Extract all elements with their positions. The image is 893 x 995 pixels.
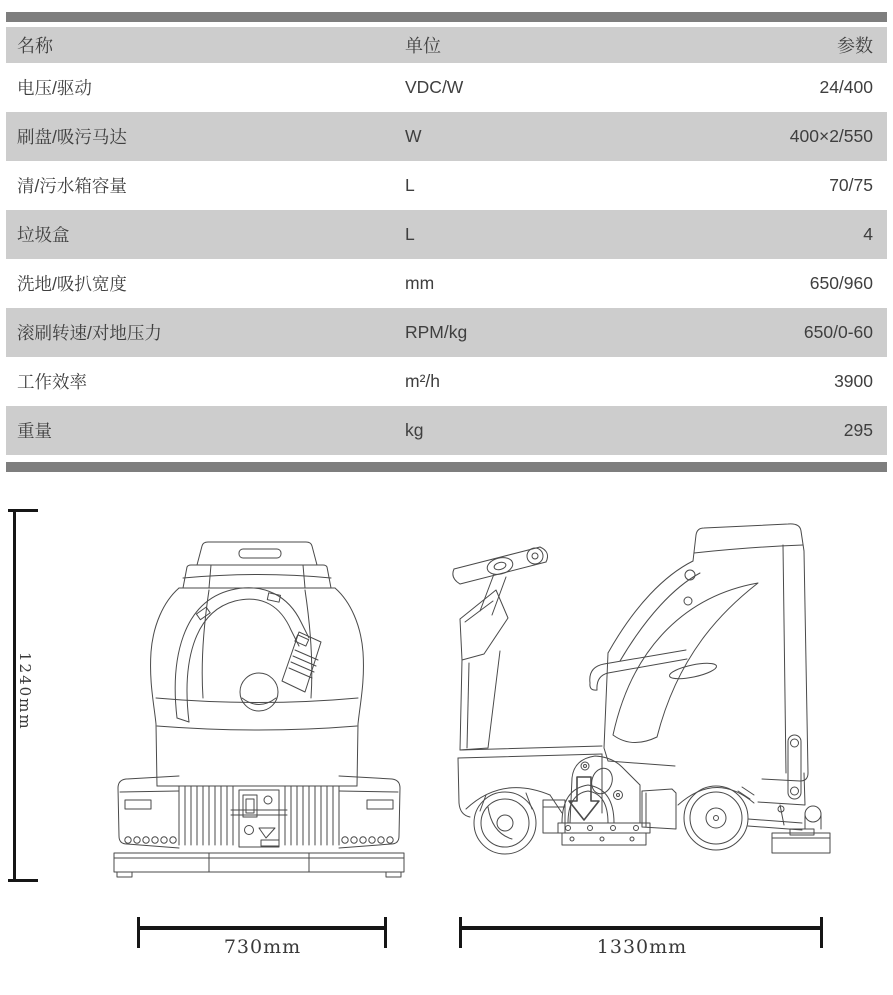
cell-value: 24/400 xyxy=(819,77,873,97)
cell-unit: m²/h xyxy=(405,371,440,391)
cell-unit: kg xyxy=(405,420,424,440)
table-header-row xyxy=(6,27,887,63)
cell-value: 70/75 xyxy=(829,175,873,195)
cell-value: 4 xyxy=(863,224,873,244)
side-length-dimension-line xyxy=(461,926,823,930)
cell-unit: RPM/kg xyxy=(405,322,468,342)
table-row xyxy=(6,259,887,308)
table-row xyxy=(6,357,887,406)
cell-unit: L xyxy=(405,175,415,195)
table-row xyxy=(6,210,887,259)
front-view-drawing xyxy=(113,540,405,878)
spec-table xyxy=(6,27,887,455)
height-dimension-cap-bottom xyxy=(8,879,38,882)
cell-name: 工作效率 xyxy=(17,372,87,392)
table-row xyxy=(6,161,887,210)
header-param: 参数 xyxy=(837,36,873,56)
cell-name: 垃圾盒 xyxy=(17,225,70,245)
cell-value: 295 xyxy=(843,420,873,440)
cell-unit: mm xyxy=(405,273,435,293)
cell-name: 刷盘/吸污马达 xyxy=(17,127,127,147)
table-row xyxy=(6,112,887,161)
cell-unit: W xyxy=(405,126,422,146)
table-row xyxy=(6,308,887,357)
cell-name: 重量 xyxy=(17,421,52,441)
cell-name: 洗地/吸扒宽度 xyxy=(17,274,127,294)
header-name: 名称 xyxy=(17,36,53,56)
height-dimension-label: 1240mm xyxy=(16,652,34,731)
bottom-accent-bar xyxy=(6,462,887,472)
cell-value: 650/0-60 xyxy=(803,322,873,342)
cell-value: 3900 xyxy=(834,371,873,391)
header-unit: 单位 xyxy=(405,36,441,56)
cell-unit: VDC/W xyxy=(405,77,464,97)
cell-name: 电压/驱动 xyxy=(17,78,92,98)
side-view-drawing xyxy=(450,523,858,868)
height-dimension-cap-top xyxy=(8,509,38,512)
cell-value: 400×2/550 xyxy=(789,126,873,146)
front-width-dimension-line xyxy=(139,926,386,930)
front-width-dimension-label: 730mm xyxy=(223,936,302,958)
table-row xyxy=(6,63,887,112)
side-length-dimension-label: 1330mm xyxy=(596,936,688,958)
cell-name: 滚刷转速/对地压力 xyxy=(17,323,162,343)
cell-name: 清/污水箱容量 xyxy=(17,176,127,196)
top-accent-bar xyxy=(6,12,887,22)
cell-unit: L xyxy=(405,224,415,244)
cell-value: 650/960 xyxy=(809,273,873,293)
table-row xyxy=(6,406,887,455)
